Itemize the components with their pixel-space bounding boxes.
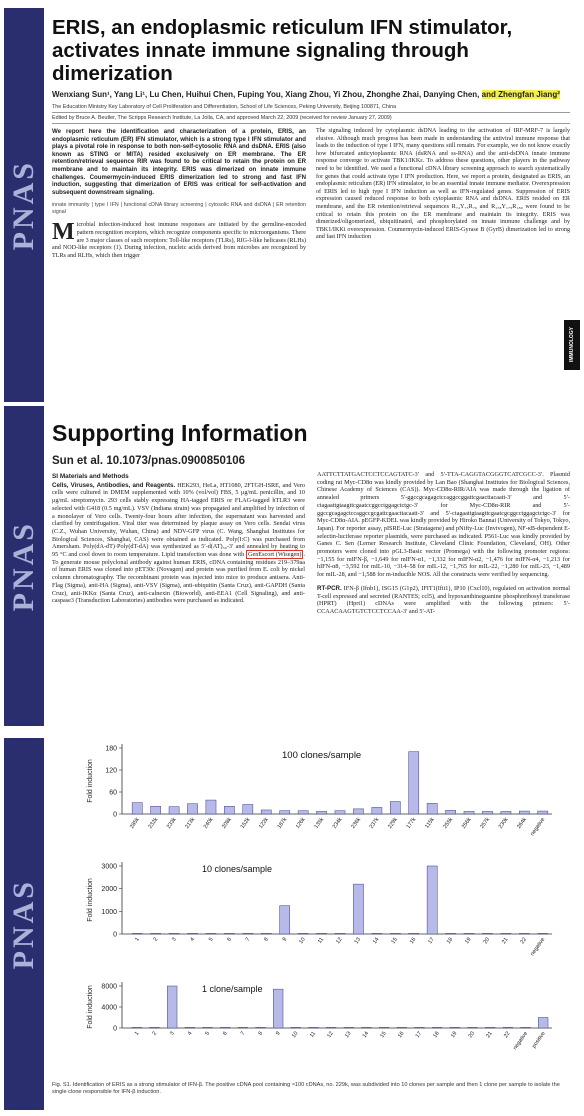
x-tick-label: 22 bbox=[503, 1030, 512, 1040]
bar bbox=[446, 810, 456, 814]
chart-subtitle: 100 clones/sample bbox=[282, 750, 362, 761]
bar bbox=[485, 1027, 495, 1028]
pnas-spine bbox=[4, 8, 44, 402]
x-tick-label: 12 bbox=[326, 1030, 335, 1040]
bar bbox=[238, 1027, 248, 1028]
bar bbox=[538, 811, 548, 814]
pnas-spine bbox=[4, 738, 44, 1110]
x-tick-label: 264k bbox=[516, 816, 528, 830]
bar bbox=[409, 933, 419, 934]
para-text: HEK293, HeLa, HT1080, 2FTGH-ISRE, and Vero cells were cultured in DMEM supplemented with 10% (vol/vol) FBS, 5 μg/mL penicillin, and 10 μg/mL streptomycin. 293 cells stably expressing HA-tagged ERIS or FLAG-tagged hTLR3 were selected with G418 (0.5 mg/mL). VSV (Indiana strain) was propagated and amplified by infection of a monolayer of Vero cells. Twenty-four hours after infection, the supernatant was harvested and clarified by centrifugation. Viral titer was determined by plaque assay on Vero cells. Sendai virus (C.Z., Wuhan University, Wuhan, China) and NDV-GFP virus (C. Wang, Shanghai Institutes for Biological Sciences, Shanghai, CAS) were obtained as indicated. Poly(I:C) was purchased from Amersham. Poly(dA-dT)·Poly(dT-dA) was synthesized as 5′-d(AT)₃₀-3′ and annealed by heating to 95 °C and cool down to room temperature. Lipid transfection was done with bbox=[52, 481, 305, 559]
bar bbox=[187, 933, 197, 934]
bar bbox=[482, 933, 492, 934]
bar bbox=[224, 806, 234, 814]
si-author-line: Sun et al. 10.1073/pnas.0900850106 bbox=[52, 455, 246, 467]
fig-s1-charts bbox=[52, 738, 570, 1068]
x-tick-label: 152k bbox=[239, 816, 252, 830]
bar bbox=[150, 1027, 160, 1028]
bar bbox=[187, 804, 197, 814]
abstract: We report here the identification and characterization of a protein, ERIS, an endoplasmic reticulum (ER) IFN stimulator, which is a strong type I IFN stimulator and plays a pivotal role in response to both non-self-cytosolic RNA and dsDNA. ERIS (also known as STING or MITA) resided exclusively on ER membrane. The ER retention/retrieval sequence RIR was found to be critical to retain the protein on ER membrane and to maintain its integrity. ERIS was dimerized on innate immune challenges. Coumermycin-induced ERIS dimerization led to strong and fast IFN induction, suggesting that dimerization of ERIS was critical for self-activation and subsequent downstream signaling. bbox=[52, 128, 306, 196]
x-tick-label: 18 bbox=[432, 1030, 441, 1040]
bar bbox=[397, 1027, 407, 1028]
x-tick-label: 15 bbox=[379, 1030, 388, 1040]
x-tick-label: positive bbox=[531, 1030, 547, 1050]
keywords: innate immunity | type I IFN | functional cDNA library screening | cytosolic RNA and dsDNA | ER retention signal bbox=[52, 202, 306, 216]
corresponding-author-highlight: and Zhengfan Jiang² bbox=[481, 90, 560, 99]
x-tick-label: 233k bbox=[165, 816, 178, 830]
x-tick-label: 115k bbox=[424, 816, 436, 830]
bar bbox=[273, 989, 283, 1028]
bar bbox=[326, 1027, 336, 1028]
x-tick-label: 3 bbox=[169, 1030, 176, 1037]
bar bbox=[415, 1027, 425, 1028]
figure-caption: Fig. S1. Identification of ERIS as a strong stimulator of IFN-β. The positive cDNA pool containing ≈100 cDNAs, no. 229k, was subdivided into 10 clones per sample and then 1 clone per sample to isolate the single clone responsible for IFN-β induction. bbox=[52, 1082, 560, 1095]
si-content bbox=[52, 406, 570, 726]
x-tick-label: 15 bbox=[390, 936, 399, 946]
bar bbox=[519, 933, 529, 934]
affiliation: The Education Ministry Key Laboratory of Cell Proliferation and Differentiation, School of Life Sciences, Peking University, Beijing 100871, China bbox=[52, 104, 397, 110]
bar bbox=[132, 803, 142, 814]
x-tick-label: 21 bbox=[501, 936, 510, 946]
x-tick-label: 10 bbox=[298, 936, 307, 946]
x-tick-label: 13 bbox=[353, 936, 363, 946]
y-tick-label: 0 bbox=[113, 1025, 117, 1033]
intro-text: icrobial infection-induced host immune responses are initiated by the germline-encoded pattern recognition receptors, which recognize components specific to microorganisms. There are 3 major classes of such receptors: Toll-like receptors (TLRs), RIG-I-like helicases (RLHs) and NOD-like receptors (1). During infection, nucleic acids derived from microbes are recognized by TLRs and RLHs, which then trigger bbox=[52, 222, 306, 259]
x-tick-label: 11 bbox=[317, 936, 326, 945]
x-tick-label: 22 bbox=[519, 936, 528, 946]
x-tick-label: 19 bbox=[450, 1030, 459, 1040]
si-right-column bbox=[317, 471, 570, 616]
bar bbox=[427, 803, 437, 814]
x-tick-label: 9 bbox=[281, 936, 289, 943]
bar bbox=[280, 811, 290, 814]
x-tick-label: 208k bbox=[221, 816, 234, 830]
y-tick-label: 0 bbox=[113, 811, 117, 819]
edited-by-line: Edited by Bruce A. Beutler, The Scripps Research Institute, La Jolla, CA, and approved March 22, 2009 (received for review January 27, 2009) bbox=[52, 112, 570, 124]
x-tick-label: 236k bbox=[350, 816, 363, 830]
pnas-spine-text: PNAS bbox=[7, 159, 40, 251]
rtpcr-paragraph bbox=[317, 585, 570, 616]
x-tick-label: 257k bbox=[479, 816, 492, 830]
bar bbox=[298, 933, 308, 934]
x-tick-label: 256k bbox=[460, 816, 473, 830]
bar bbox=[372, 933, 382, 934]
bar bbox=[538, 933, 548, 934]
bar bbox=[450, 1027, 460, 1028]
x-tick-label: 1 bbox=[134, 936, 141, 943]
article-right-column: The signaling induced by cytoplasmic dsDNA leading to the activation of IRF-MRF-7 is largely elusive. Although much progress has been made in understanding the antiviral immune response that leads to the induction of type I IFN, many questions still remain. For example, we do not know exactly how bifurcated anticytoplasmic RNA (dsRNA and ss-RNA) and the anti-dsDNA innate immune response converge to activate TBK1/IKKε. To address these questions, other players in the pathway need to be identified. We used a functional cDNA library screening approach to search systematically for genes that could activate type I IFN production. Here, we report a protein, designated as ERIS, an endoplasmic reticulum (ER) IFN stimulator, to be an essential innate immune mediator. Overexpression of ERIS led to high type I IFN induction as well as IFN-regulated genes. Suppression of ERIS expression caused reduced response to both cytoplasmic RNA and dsDNA. ERIS resided on ER membrane, and the ER retention/retrieval sequences R₇₄Y₇₅R₇₆ and R₁₇₈Y₁₇₉R₁₈₀ were found to be critical to retain this protein on the ER membrane and maintain its integrity. ERIS was dimerized/oligomerized, ubiquitinated, and phosphorylated on innate immune challenge and by TBK1/IKKi overexpression. Coumermycin-induced ERIS-Gyrase B (GyrB) dimerization led to strong and fast IFN induction bbox=[316, 128, 570, 241]
bar bbox=[503, 1027, 513, 1028]
bar bbox=[220, 1027, 230, 1028]
bar bbox=[291, 1027, 301, 1028]
bar bbox=[261, 810, 271, 814]
bar bbox=[390, 933, 400, 934]
x-tick-label: 10 bbox=[291, 1030, 300, 1040]
x-tick-label: 255k bbox=[442, 816, 455, 830]
bar bbox=[464, 811, 474, 814]
x-tick-label: 18 bbox=[445, 936, 455, 946]
x-tick-label: negative bbox=[529, 816, 547, 838]
bar bbox=[132, 1027, 142, 1028]
x-tick-label: 234k bbox=[331, 816, 344, 830]
x-tick-label: 20 bbox=[467, 1030, 477, 1040]
y-axis-label: Fold induction bbox=[87, 878, 94, 922]
bar bbox=[151, 933, 161, 934]
x-tick-label: 5 bbox=[204, 1030, 212, 1037]
chart-subtitle: 10 clones/sample bbox=[202, 864, 273, 874]
bar bbox=[521, 1027, 531, 1028]
bar bbox=[344, 1027, 354, 1028]
bar bbox=[203, 1027, 213, 1028]
rtpcr-heading: RT-PCR. bbox=[317, 584, 342, 592]
x-tick-label: 213k bbox=[184, 816, 197, 830]
bar bbox=[280, 906, 290, 934]
x-tick-label: 16 bbox=[397, 1030, 406, 1040]
x-tick-label: 177k bbox=[405, 816, 418, 830]
author-list bbox=[52, 89, 570, 100]
y-tick-label: 180 bbox=[105, 745, 117, 753]
bar bbox=[167, 986, 177, 1028]
x-tick-label: 20 bbox=[482, 936, 492, 946]
pnas-spine-text: PNAS bbox=[7, 520, 40, 612]
x-tick-label: 135k bbox=[313, 816, 326, 830]
x-tick-label: 17 bbox=[414, 1030, 424, 1040]
bar bbox=[206, 800, 216, 814]
para-heading: Cells, Viruses, Antibodies, and Reagents. bbox=[52, 481, 176, 489]
article-columns bbox=[52, 128, 570, 260]
x-tick-label: 13 bbox=[344, 1030, 353, 1040]
si-section-heading: SI Materials and Methods bbox=[52, 473, 129, 480]
x-tick-label: 9 bbox=[275, 1030, 282, 1037]
article-title: ERIS, an endoplasmic reticulum IFN stimulator, activates innate immune signaling through dimerization bbox=[52, 16, 513, 85]
x-tick-label: 1 bbox=[133, 1030, 141, 1037]
bar bbox=[261, 933, 271, 934]
bar bbox=[468, 1027, 478, 1028]
x-tick-label: 8 bbox=[263, 936, 270, 943]
bar bbox=[309, 1027, 319, 1028]
genescort-highlight-box: GenEscort (Wisegen) bbox=[248, 551, 302, 559]
figure-content bbox=[52, 738, 570, 1110]
bar bbox=[432, 1027, 442, 1028]
x-tick-label: 14 bbox=[372, 936, 381, 946]
x-tick-label: 7 bbox=[239, 1030, 247, 1037]
x-tick-label: 21 bbox=[485, 1030, 494, 1040]
y-tick-label: 0 bbox=[113, 931, 117, 939]
bar bbox=[482, 811, 492, 814]
bar bbox=[519, 811, 529, 814]
bar bbox=[379, 1027, 389, 1028]
x-tick-label: 11 bbox=[308, 1030, 318, 1039]
bar bbox=[185, 1027, 195, 1028]
article-page bbox=[4, 8, 580, 402]
x-tick-label: 2 bbox=[152, 936, 160, 943]
x-tick-label: negative bbox=[529, 936, 547, 958]
x-tick-label: 19 bbox=[464, 936, 473, 946]
pnas-spine bbox=[4, 406, 44, 726]
bar bbox=[538, 1018, 548, 1029]
x-tick-label: 16 bbox=[408, 936, 418, 946]
bar bbox=[243, 933, 253, 934]
dropcap-letter: M bbox=[52, 219, 75, 246]
x-tick-label: 7 bbox=[244, 936, 252, 943]
y-tick-label: 8000 bbox=[101, 983, 117, 991]
bar bbox=[316, 811, 326, 814]
bar bbox=[243, 804, 253, 814]
x-tick-label: 122k bbox=[258, 816, 270, 830]
bar bbox=[427, 866, 437, 934]
bar bbox=[372, 807, 382, 814]
x-tick-label: 187k bbox=[276, 816, 289, 830]
x-tick-label: 240k bbox=[202, 816, 215, 830]
bar bbox=[206, 933, 216, 934]
immunology-side-tab: IMMUNOLOGY bbox=[564, 320, 580, 370]
si-title: Supporting Information bbox=[52, 420, 308, 446]
bar bbox=[353, 884, 363, 934]
y-tick-label: 1000 bbox=[101, 908, 117, 916]
x-tick-label: 6 bbox=[222, 1030, 229, 1037]
x-tick-label: 2 bbox=[151, 1030, 159, 1037]
bar bbox=[335, 811, 345, 814]
bar bbox=[151, 806, 161, 814]
y-tick-label: 2000 bbox=[101, 886, 117, 894]
bar bbox=[446, 933, 456, 934]
para-text-continued: . To generate mouse polyclonal antibody against human ERIS, cDNA containing residues 219–379aa of human ERIS was cloned into pET30c (Novagen) and protein was purified from E. coli by nickel column chromatography. The recombinant protein was injected into mice to produce antisera. Anti-Flag (Sigma), anti-HA (Sigma), anti-VSV (Sigma), anti-ubiquitin (Santa Cruz), anti-GAPDH (Santa Cruz), anti-IKKα (Santa Cruz), anti-calnexin (Bioworld), anti-EEA1 (Cell Signaling), and anti-caspase3 (Transduction Laboratories) antibodies were purchased as indicated. bbox=[52, 551, 306, 605]
x-tick-label: 232k bbox=[147, 816, 160, 830]
bar bbox=[362, 1027, 372, 1028]
plasmid-paragraph: AATTCTTATGACTCCTCCAGTATC-3′ and 5′-TTA-CAGGTACGGGTCATCGCC-3′. Plasmid coding rat Myc-CD8α was kindly provided by Lan Bao (Shanghai Institutes for Biological Sciences, Chinese Academy of Sciences (CAS)). Myc-CD8α-RIR/AIA was made through the ligation of annealed primers 5′-ggccgcagagctccaggccggattcgaacttacaatt-3′ and 5′-ctagaattgtaagttcgaatccggcctggagctctgc-3′ for Myc-CD8α-RIR and 5′-ggccgcagagctccaggccgcgattcgaacttacaatt-3′ and 5′-ctagaattgtaagttcgaatcgcggcctggagctctgc-3′ for Myc-CD8α-AIA. pEGFP-KDEL was kindly provided by Hiroko Bannai (University of Tokyo, Tokyo, Japan). For reporter assay, pISRE-Luc (Stratagene) and pNifty-Luc (Invivogen), NF-κB-dependent E-selectin-luciferase reporter plasmids, were purchased as indicated. P561-Luc was kindly provided by Ganes C. Sen (Lerner Research Institute, Cleveland Clinic Foundation, Cleveland, OH). Other promoters were cloned into pGL3-Basic vector (Promega) with the following promoter regions: −1,155 for mIFN-β, −1,649 for mIFN-α1, −1,332 for mIFN-α2, −1,476 for mIFN-α4, −1,213 for hIFN-α8, −3,592 for mIL-10, −314–58 for mIL-12, −1,765 for mIL-22, −1,280 for mIL-23, −1,489 for mIL-28, and −1,588 for m-inducible NOS. All the constructs were verified by sequencing. bbox=[317, 471, 570, 579]
x-tick-label: 237k bbox=[368, 816, 381, 830]
bar bbox=[501, 811, 511, 814]
x-tick-label: 17 bbox=[427, 936, 436, 946]
x-tick-label: 285k bbox=[129, 816, 141, 830]
y-tick-label: 120 bbox=[105, 767, 117, 775]
x-tick-label: 4 bbox=[189, 936, 197, 943]
bar bbox=[464, 933, 474, 934]
x-tick-label: 229k bbox=[387, 816, 399, 830]
x-tick-label: 6 bbox=[226, 936, 234, 943]
bar bbox=[132, 933, 142, 934]
bar bbox=[335, 933, 345, 934]
x-tick-label: 8 bbox=[257, 1030, 265, 1037]
bar bbox=[501, 933, 511, 934]
x-tick-label: 126k bbox=[295, 816, 307, 830]
pnas-spine-text: PNAS bbox=[7, 878, 40, 970]
x-tick-label: 230k bbox=[497, 816, 510, 830]
x-tick-label: negative bbox=[512, 1030, 530, 1052]
bar bbox=[316, 933, 326, 934]
bar bbox=[169, 807, 179, 814]
x-tick-label: 12 bbox=[335, 936, 344, 946]
bar bbox=[390, 802, 400, 814]
x-tick-label: 5 bbox=[207, 936, 215, 943]
y-tick-label: 3000 bbox=[101, 863, 117, 871]
article-content bbox=[52, 8, 575, 402]
bar bbox=[256, 1027, 266, 1028]
figure-page bbox=[4, 738, 580, 1110]
x-tick-label: 3 bbox=[171, 936, 178, 943]
article-left-column bbox=[52, 128, 306, 260]
si-left-column bbox=[52, 471, 305, 616]
y-axis-label: Fold induction bbox=[87, 985, 94, 1029]
bar bbox=[169, 933, 179, 934]
rtpcr-text: IFN-β (Ifnb1), ISG15 (G1p2), IFIT1(Ifit1), IP10 (Cxcl10), regulated on activation normal T-cell expressed and secreted (RANTES; ccl5), and hypoxanthineguanine phosphoribosyl transferase (HPRT) (Hprt1) cDNAs were amplified with the following primers: 5′-CCAACAAGTGTCTCCTCCAA-3′ and 5′-AT- bbox=[317, 584, 570, 615]
intro-paragraph bbox=[52, 219, 306, 260]
si-columns bbox=[52, 471, 570, 616]
x-tick-label: 14 bbox=[361, 1030, 371, 1040]
authors-text: Wenxiang Sun¹, Yang Li¹, Lu Chen, Huihui Chen, Fuping You, Xiang Zhou, Yi Zhou, Zhonghe Zhai, Danying Chen, bbox=[52, 90, 480, 99]
chart-subtitle: 1 clone/sample bbox=[202, 984, 263, 994]
bar bbox=[224, 933, 234, 934]
si-page bbox=[4, 406, 580, 726]
bar bbox=[298, 811, 308, 814]
bar bbox=[353, 809, 363, 814]
x-tick-label: 4 bbox=[186, 1030, 194, 1037]
bar bbox=[409, 752, 419, 814]
y-tick-label: 4000 bbox=[101, 1004, 117, 1012]
y-axis-label: Fold induction bbox=[87, 759, 94, 803]
y-tick-label: 60 bbox=[109, 789, 117, 797]
